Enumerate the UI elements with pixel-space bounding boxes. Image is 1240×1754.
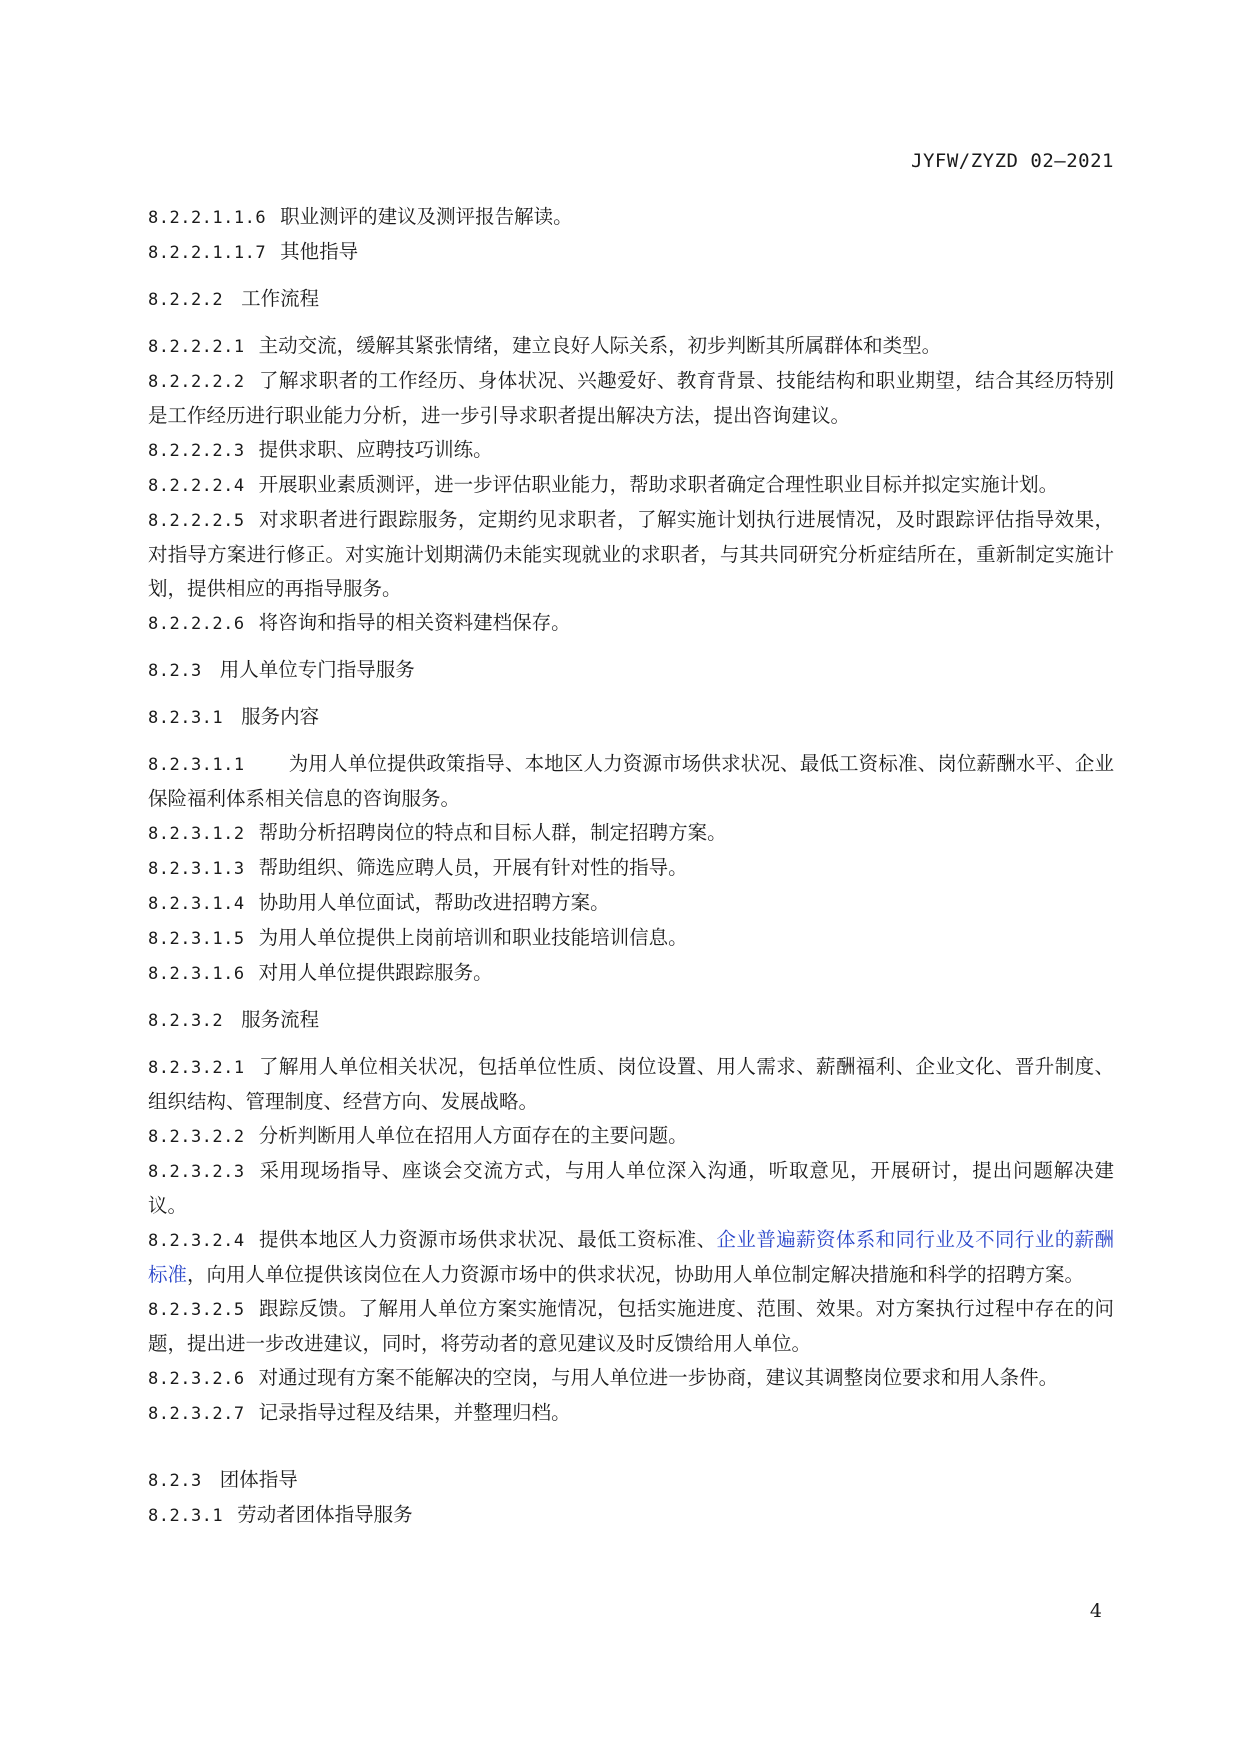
clause-8-2-2-1-1-7 — [148, 235, 1114, 270]
clause-8-2-3-2-2 — [148, 1119, 1114, 1154]
page-number: 4 — [1089, 1600, 1102, 1622]
heading-number: 8.2.2.2 — [148, 290, 224, 310]
clause-text: 主动交流，缓解其紧张情绪，建立良好人际关系，初步判断其所属群体和类型。 — [258, 334, 942, 357]
clause-text: 开展职业素质测评，进一步评估职业能力，帮助求职者确定合理性职业目标并拟定实施计划。 — [258, 473, 1059, 496]
clause-8-2-3-1-2 — [148, 816, 1114, 851]
clause-8-2-2-2-5 — [148, 503, 1114, 606]
clause-number: 8.2.3.1.5 — [148, 929, 245, 949]
clause-8-2-3-1-5 — [148, 921, 1114, 956]
clause-text: 了解用人单位相关状况，包括单位性质、岗位设置、用人需求、薪酬福利、企业文化、晋升制度、组织结构、管理制度、经营方向、发展战略。 — [148, 1055, 1114, 1113]
clause-number: 8.2.3.2.3 — [148, 1162, 245, 1182]
clause-number: 8.2.2.1.1.7 — [148, 243, 267, 263]
clause-text-continued: ，向用人单位提供该岗位在人力资源市场中的供求状况，协助用人单位制定解决措施和科学的招聘方案。 — [187, 1263, 1085, 1286]
heading-8-2-3-group — [148, 1463, 1114, 1498]
clause-text: 为用人单位提供上岗前培训和职业技能培训信息。 — [258, 926, 688, 949]
clause-number: 8.2.3.2.1 — [148, 1058, 245, 1078]
heading-text: 工作流程 — [241, 287, 320, 310]
clause-8-2-2-2-3 — [148, 433, 1114, 468]
clause-8-2-3-2-4 — [148, 1223, 1114, 1292]
heading-8-2-2-2 — [148, 282, 1114, 317]
clause-text: 了解求职者的工作经历、身体状况、兴趣爱好、教育背景、技能结构和职业期望，结合其经历特别是工作经历进行职业能力分析，进一步引导求职者提出解决方法，提出咨询建议。 — [148, 369, 1114, 427]
clause-text: 为用人单位提供政策指导、本地区人力资源市场供求状况、最低工资标准、岗位薪酬水平、企业保险福利体系相关信息的咨询服务。 — [148, 752, 1114, 810]
heading-number: 8.2.3.2 — [148, 1011, 224, 1031]
clause-number: 8.2.2.2.6 — [148, 614, 245, 634]
heading-number: 8.2.3 — [148, 1471, 202, 1491]
heading-text: 用人单位专门指导服务 — [219, 658, 415, 681]
clause-number: 8.2.2.2.5 — [148, 511, 245, 531]
heading-8-2-3 — [148, 653, 1114, 688]
clause-8-2-2-1-1-6 — [148, 200, 1114, 235]
heading-text: 团体指导 — [219, 1468, 298, 1491]
clause-number: 8.2.3.1.3 — [148, 859, 245, 879]
clause-number: 8.2.3.1.2 — [148, 824, 245, 844]
clause-text: 跟踪反馈。了解用人单位方案实施情况，包括实施进度、范围、效果。对方案执行过程中存在的问题，提出进一步改进建议，同时，将劳动者的意见建议及时反馈给用人单位。 — [148, 1297, 1114, 1355]
clause-8-2-3-2-3 — [148, 1154, 1114, 1223]
clause-8-2-3-2-5 — [148, 1292, 1114, 1361]
clause-8-2-3-2-1 — [148, 1050, 1114, 1119]
clause-text: 提供求职、应聘技巧训练。 — [258, 438, 493, 461]
clause-number: 8.2.3.1 — [148, 1506, 224, 1526]
clause-text: 提供本地区人力资源市场供求状况、最低工资标准、 — [258, 1228, 717, 1251]
clause-number: 8.2.3.2.2 — [148, 1127, 245, 1147]
heading-number: 8.2.3.1 — [148, 708, 224, 728]
clause-text: 对通过现有方案不能解决的空岗，与用人单位进一步协商，建议其调整岗位要求和用人条件。 — [258, 1366, 1059, 1389]
clause-number: 8.2.2.1.1.6 — [148, 208, 267, 228]
clause-text: 分析判断用人单位在招用人方面存在的主要问题。 — [258, 1124, 688, 1147]
clause-8-2-3-1-group — [148, 1498, 1114, 1533]
clause-8-2-2-2-1 — [148, 329, 1114, 364]
clause-text: 将咨询和指导的相关资料建档保存。 — [258, 611, 571, 634]
clause-8-2-2-2-6 — [148, 606, 1114, 641]
clause-text: 其他指导 — [280, 240, 359, 263]
clause-text: 帮助分析招聘岗位的特点和目标人群，制定招聘方案。 — [258, 821, 727, 844]
page-body — [148, 200, 1114, 1533]
clause-8-2-2-2-4 — [148, 468, 1114, 503]
clause-text: 对用人单位提供跟踪服务。 — [258, 961, 493, 984]
heading-8-2-3-2 — [148, 1003, 1114, 1038]
clause-text: 采用现场指导、座谈会交流方式，与用人单位深入沟通，听取意见，开展研讨，提出问题解决建议。 — [148, 1159, 1114, 1217]
spacer — [148, 1431, 1114, 1451]
clause-number: 8.2.3.1.4 — [148, 894, 245, 914]
clause-number: 8.2.3.2.7 — [148, 1404, 245, 1424]
clause-8-2-3-2-6 — [148, 1361, 1114, 1396]
heading-text: 服务内容 — [241, 705, 320, 728]
clause-8-2-3-1-4 — [148, 886, 1114, 921]
clause-8-2-2-2-2 — [148, 364, 1114, 433]
heading-8-2-3-1 — [148, 700, 1114, 735]
clause-8-2-3-1-3 — [148, 851, 1114, 886]
clause-text: 对求职者进行跟踪服务，定期约见求职者，了解实施计划执行进展情况，及时跟踪评估指导效果，对指导方案进行修正。对实施计划期满仍未能实现就业的求职者，与其共同研究分析症结所在，重新制定实施计划，提供相应的再指导服务。 — [148, 508, 1114, 600]
clause-text: 职业测评的建议及测评报告解读。 — [280, 205, 573, 228]
clause-number: 8.2.2.2.3 — [148, 441, 245, 461]
clause-number: 8.2.3.1.1 — [148, 755, 245, 775]
clause-8-2-3-1-1 — [148, 747, 1114, 816]
clause-text: 协助用人单位面试，帮助改进招聘方案。 — [258, 891, 610, 914]
clause-8-2-3-2-7 — [148, 1396, 1114, 1431]
clause-text: 劳动者团体指导服务 — [237, 1503, 413, 1526]
clause-number: 8.2.3.2.6 — [148, 1369, 245, 1389]
heading-number: 8.2.3 — [148, 661, 202, 681]
clause-text: 记录指导过程及结果，并整理归档。 — [258, 1401, 571, 1424]
clause-number: 8.2.2.2.2 — [148, 372, 245, 392]
clause-number: 8.2.2.2.4 — [148, 476, 245, 496]
clause-number: 8.2.3.2.4 — [148, 1231, 245, 1251]
clause-number: 8.2.2.2.1 — [148, 337, 245, 357]
clause-8-2-3-1-6 — [148, 956, 1114, 991]
heading-text: 服务流程 — [241, 1008, 320, 1031]
clause-text: 帮助组织、筛选应聘人员，开展有针对性的指导。 — [258, 856, 688, 879]
clause-number: 8.2.3.2.5 — [148, 1300, 245, 1320]
highlighted-text: 企业普遍薪资体系和同行业及不同行业的薪酬标准 — [148, 1228, 1114, 1286]
document-code: JYFW/ZYZD 02—2021 — [911, 150, 1114, 172]
clause-number: 8.2.3.1.6 — [148, 964, 245, 984]
